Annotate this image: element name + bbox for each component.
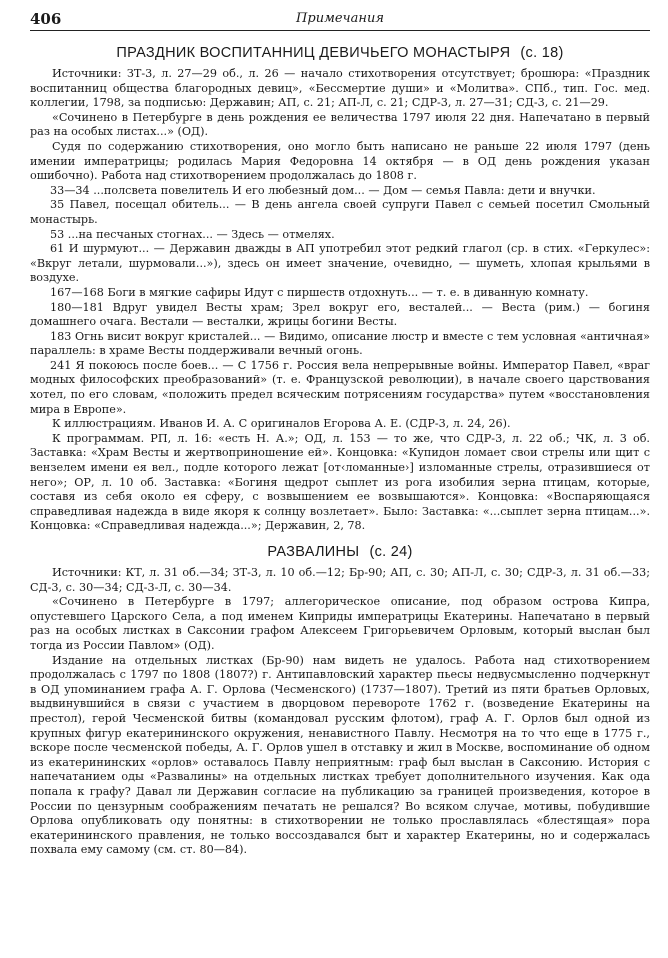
document-page xyxy=(30,8,650,858)
line-note: 241 Я покоюсь после боев... — С 1756 г. Россия вела непрерывные войны. Император Павел, «враг модных философских преобразований» (т. е. Французской революции), в начале своего царствования хотел, по его словам, «положить предел всяческим потрясениям государства» путем «восстановления мира в Европе». xyxy=(30,358,650,416)
line-note: 61 И шурмуют... — Державин дважды в АП употребил этот редкий глагол (ср. в стих. «Геркулес»: «Вкруг летали, шурмовали...»), здесь он имеет значение, очевидно, — шуметь, хлопая крыльями в воздухе. xyxy=(30,242,650,285)
line-note: 53 ...на песчаных стогнах... — Здесь — отмелях. xyxy=(50,227,335,241)
sources-paragraph: Источники: ЗТ-3, л. 27—29 об., л. 26 — начало стихотворения отсутствует; брошюра: «Праздник воспитанниц общества благородных девиц», «Бессмертие души» и «Молитва». СПб., тип. Гос. мед. коллегии, 1798, за подписью: Державин; АП, с. 21; АП-Л, с. 21; СДР-3, л. 27—31; СД-3, с. 21—29. xyxy=(30,67,650,110)
sources-paragraph: Источники: КТ, л. 31 об.—34; ЗТ-3, л. 10 об.—12; Бр-90; АП, с. 30; АП-Л, с. 30; СДР-3, л. 31 об.—33; СД-3, с. 30—34; СД-3-Л, с. 30—34. xyxy=(30,566,650,594)
section-title-text: ПРАЗДНИК ВОСПИТАННИЦ ДЕВИЧЬЕГО МОНАСТЫРЯ xyxy=(116,45,511,61)
section-page-ref: (с. 24) xyxy=(369,544,413,560)
page-number: 406 xyxy=(30,10,62,28)
illustrations-paragraph: К иллюстрациям. Иванов И. А. С оригиналов Егорова А. Е. (СДР-3, л. 24, 26). xyxy=(52,417,511,431)
line-note: 35 Павел, посещал обитель... — В день ангела своей супруги Павел с семьей посетил Смольный монастырь. xyxy=(30,198,650,226)
running-title: Примечания xyxy=(296,11,384,26)
line-note: 180—181 Вдруг увидел Весты храм; Зрел вокруг его, весталей... — Веста (рим.) — богиня домашнего очага. Вестали — весталки, жрицы богини Весты. xyxy=(30,300,650,329)
line-note: 33—34 ...полсвета повелитель И его любезный дом... — Дом — семья Павла: дети и внучки. xyxy=(50,183,596,197)
line-note: 183 Огнь висит вокруг кристалей... — Видимо, описание люстр и вместе с тем условная «античная» параллель: в храме Весты поддерживали вечный огонь. xyxy=(30,329,650,358)
line-note: 167—168 Боги в мягкие сафиры Идут с пиршеств отдохнуть... — т. е. в диванную комнату. xyxy=(50,285,589,299)
programs-paragraph: К программам. РП, л. 16: «есть Н. А.»; ОД, л. 153 — то же, что СДР-3, л. 22 об.; ЧК, л. 3 об. Заставка: «Храм Весты и жертвоприношение ей». Концовка: «Купидон ломает свои стрелы или щит с вензелем имени ея вел., подле которого лежат [от‹ломанные›] изломанные стрелы, отразившиеся от него»; ОР, л. 10 об. Заставка: «Богиня щедрот сыплет из рога изобилия зерна птицам, которые, составя из себя около ея сферу, с возвышением ее возвышаются». Концовка: «Воспаряющаяся справедливая надежда в виде якоря к солнцу возлетает». Было: Заставка: «...сыплет зерна птицам...». Концовка: «Справедливая надежда...»; Державин, 2, 78. xyxy=(30,431,650,533)
page-header xyxy=(30,8,650,31)
body-paragraph: Судя по содержанию стихотворения, оно могло быть написано не раньше 22 июля 1797 (день имении императрицы; родилась Мария Федоровна 14 октября — в ОД день рождения указан ошибочно). Работа над стихотворением продолжалась до 1808 г. xyxy=(30,139,650,183)
section-title-prazdnik xyxy=(30,45,650,61)
section-page-ref: (с. 18) xyxy=(520,45,564,61)
section-title-text: РАЗВАЛИНЫ xyxy=(267,544,360,560)
quote-paragraph: «Сочинено в Петербурге в 1797; аллегорическое описание, под образом острова Кипра, опустевшего Царского Села, а под именем Киприды императрицы Екатерины. Напечатано в первый раз на особых листках в Саксонии графом Алексеем Григорьевичем Орловым, который выслан был тогда из России Павлом» (ОД). xyxy=(30,595,650,652)
section-title-razvaliny xyxy=(30,544,650,560)
quote-paragraph: «Сочинено в Петербурге в день рождения ее величества 1797 июля 22 дня. Напечатано в первый раз на особых листах...» (ОД). xyxy=(30,110,650,139)
body-paragraph: Издание на отдельных листках (Бр-90) нам видеть не удалось. Работа над стихотворением продолжалась с 1797 по 1808 (1807?) г. Антипавловский характер пьесы недвусмысленно подчеркнут в ОД упоминанием графа А. Г. Орлова (Чесменского) (1737—1807). Третий из пяти братьев Орловых, выдвинувшийся в связи с участием в дворцовом перевороте 1762 г. (возведение Екатерины на престол), герой Чесменской битвы (командовал русским флотом), граф А. Г. Орлов был одной из крупных фигур екатерининского окружения, ненавистного Павлу. Несмотря на то что еще в 1775 г., вскоре после чесменской победы, А. Г. Орлов ушел в отставку и жил в Москве, воспоминание об одном из екатерининских «орлов» оставалось Павлу неприятным: граф был выслан в Саксонию. История с напечатанием оды «Развалины» на отдельных листках требует дополнительного изучения. Как ода попала к графу? Давал ли Державин согласие на публикацию за границей произведения, которое в России по цензурным соображениям печатать не решался? Во всяком случае, мотивы, побудившие Орлова опубликовать оду понятны: в стихотворении не только прославлялась «блестящая» пора екатерининского правления, не только воссоздавался быт и характер Екатерины, но и содержалась похвала ему самому (см. ст. 80—84). xyxy=(30,653,650,857)
